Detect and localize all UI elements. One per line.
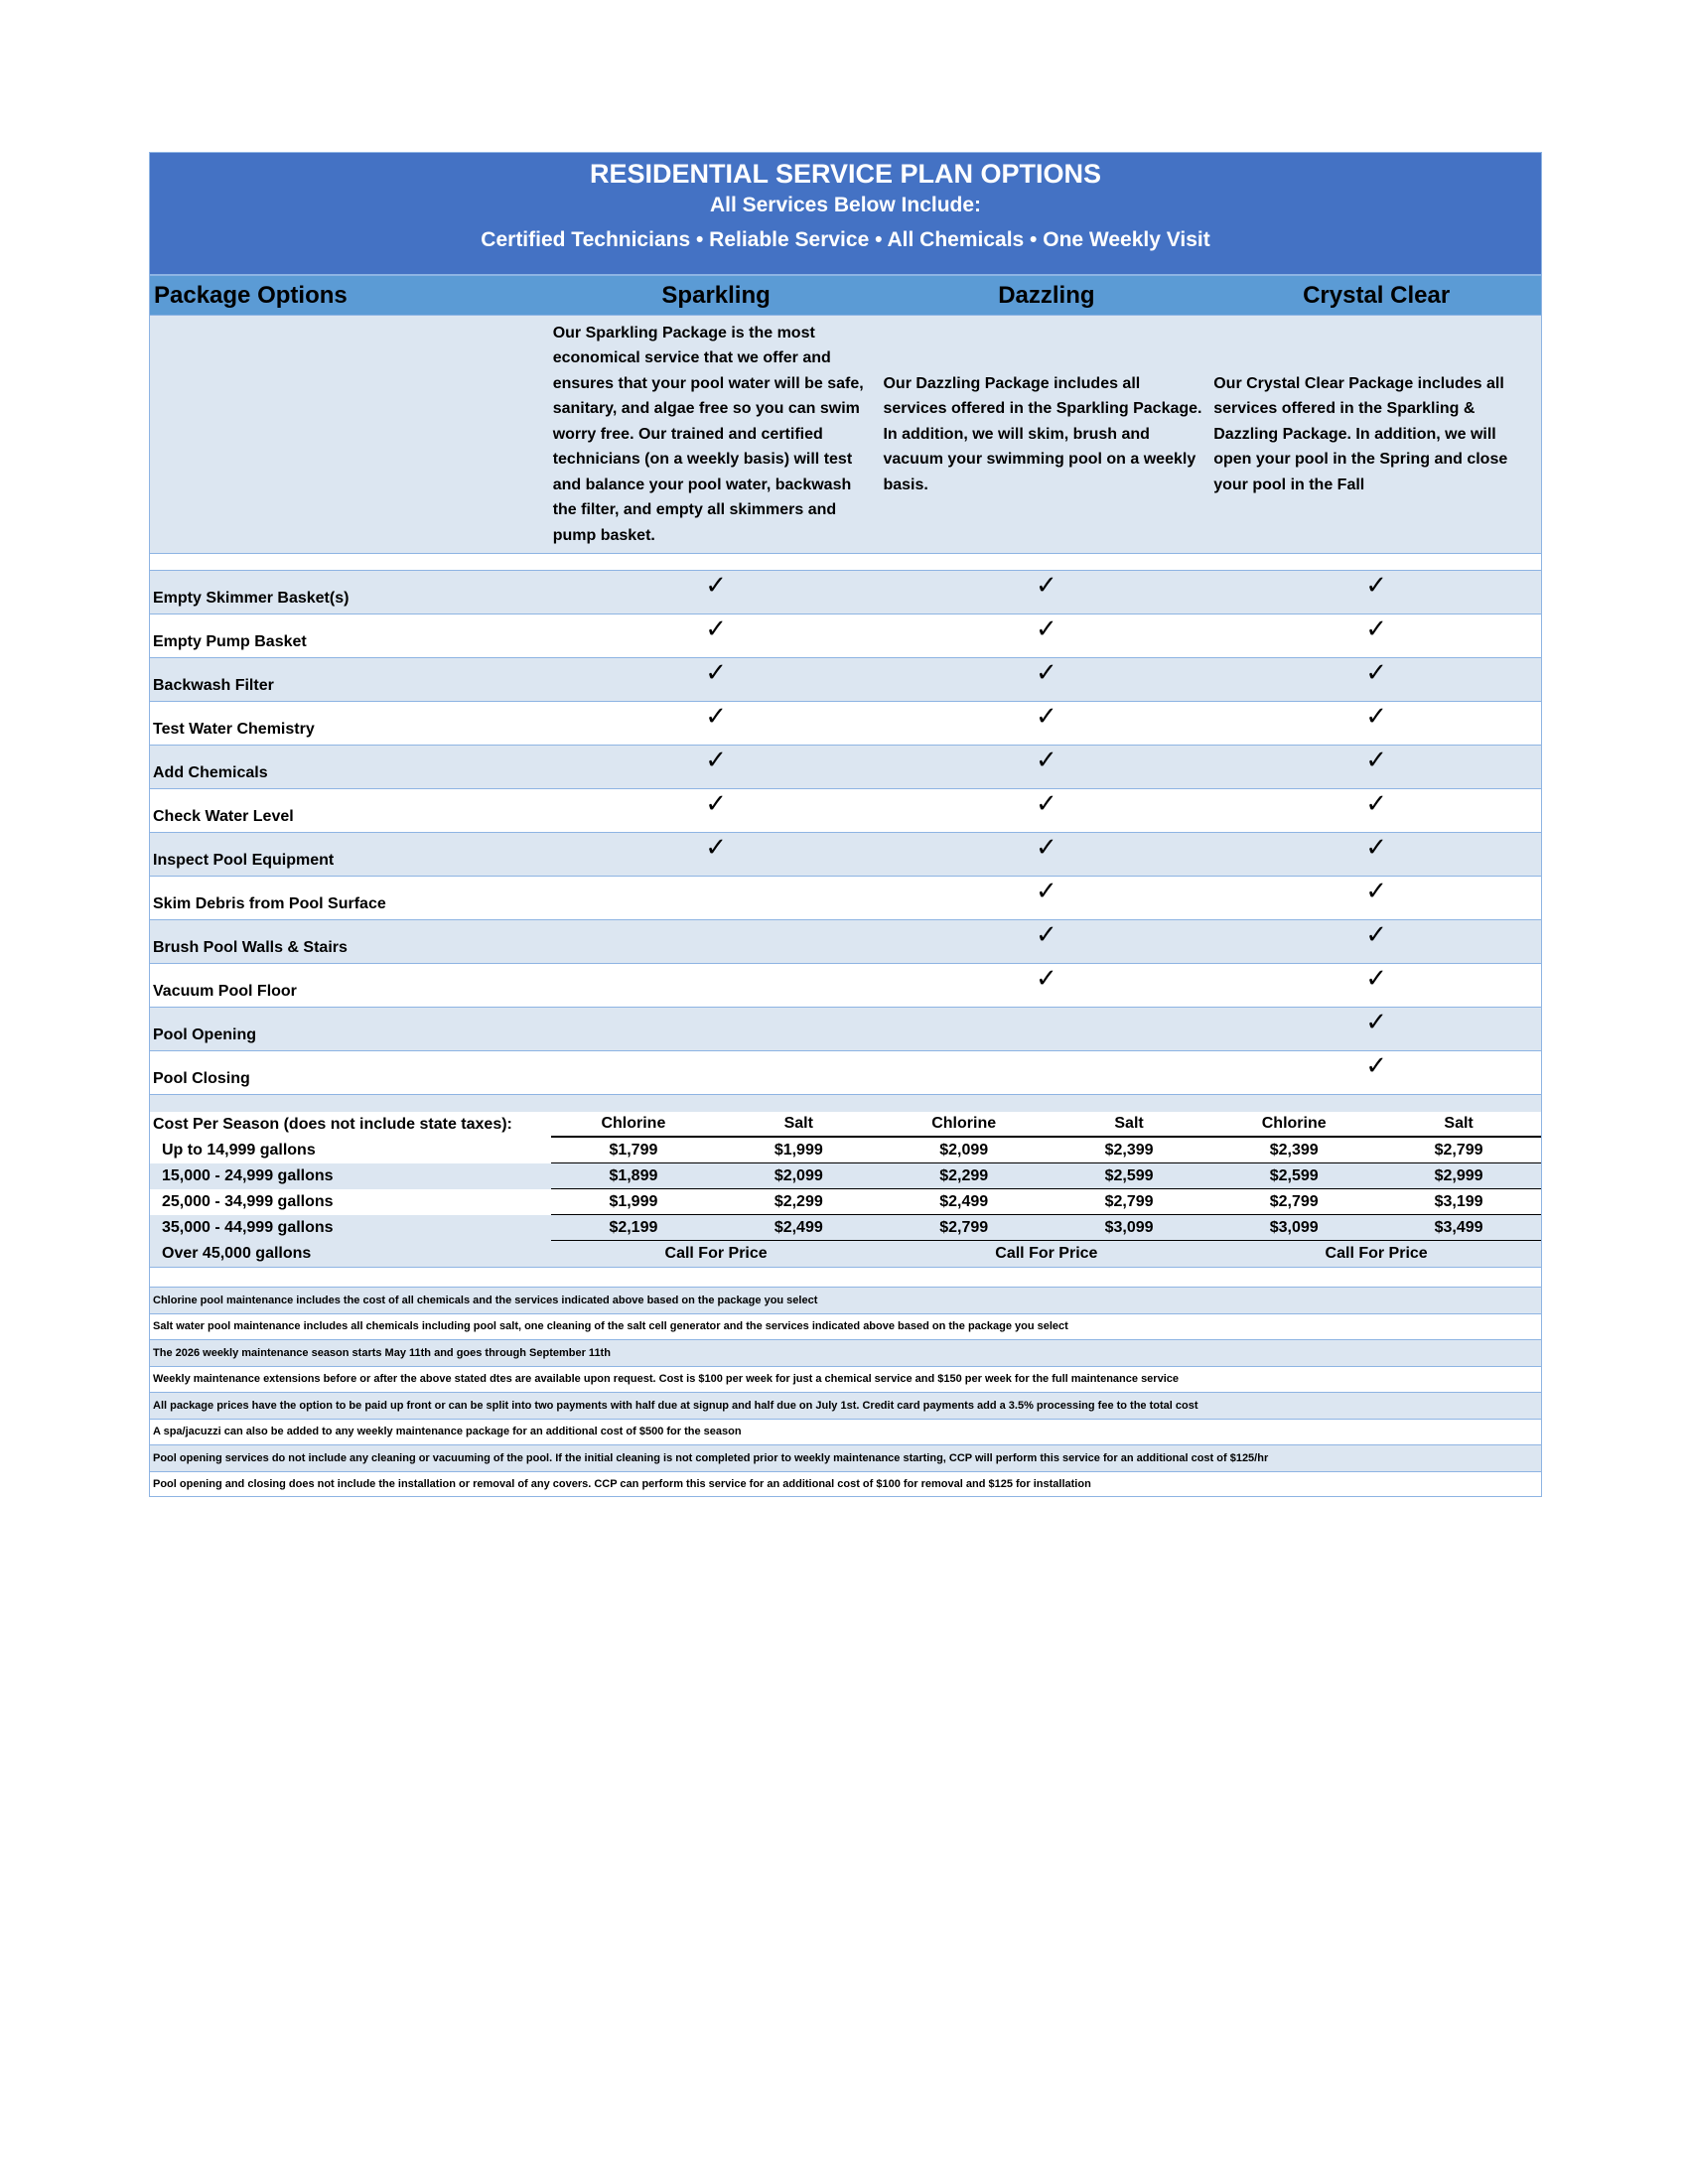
- chlorine-price: $2,299: [939, 1166, 989, 1184]
- checkmark-icon: ✓: [1035, 964, 1057, 994]
- package-description-crystal-clear: Our Crystal Clear Package includes all services offered in the Sparkling & Dazzling Package. In addition, we will open your pool in the Spring and close your pool in the Fall: [1213, 374, 1508, 493]
- service-cell-sparkling: [551, 964, 882, 1007]
- call-for-price: Call For Price: [664, 1245, 768, 1262]
- service-label: Skim Debris from Pool Surface: [153, 895, 386, 912]
- checkmark-icon: ✓: [1365, 920, 1388, 950]
- note-row: Salt water pool maintenance includes all chemicals including pool salt, one cleaning of the salt cell generator and the services indicated above based on the package you select: [149, 1313, 1542, 1340]
- price-cell-sparkling: [551, 1215, 882, 1241]
- salt-price: $2,799: [1434, 1141, 1483, 1159]
- page-title: RESIDENTIAL SERVICE PLAN OPTIONS: [589, 159, 1102, 189]
- price-cell-dazzling: [881, 1215, 1211, 1241]
- service-cell-dazzling: [881, 1051, 1211, 1094]
- service-row: [149, 614, 1542, 657]
- checkmark-icon: ✓: [1035, 658, 1057, 688]
- checkmark-icon: ✓: [705, 614, 727, 644]
- price-row-over: [149, 1241, 1542, 1267]
- salt-price: $2,599: [1104, 1166, 1154, 1184]
- service-cell-crystal-clear: [1211, 833, 1541, 876]
- service-cell-crystal-clear: [1211, 658, 1541, 701]
- pricing-header-sparkling: [551, 1112, 882, 1138]
- package-header-row: [149, 275, 1542, 315]
- service-label: Add Chemicals: [153, 764, 268, 781]
- service-cell-dazzling: [881, 920, 1211, 963]
- notes-list: [149, 1287, 1542, 1497]
- service-cell-sparkling: [551, 920, 882, 963]
- price-range-label: Up to 14,999 gallons: [162, 1142, 316, 1159]
- service-row: [149, 570, 1542, 614]
- service-cell-dazzling: [881, 877, 1211, 919]
- package-name-dazzling: Dazzling: [998, 281, 1095, 309]
- salt-header: Salt: [1114, 1115, 1144, 1132]
- checkmark-icon: ✓: [1365, 658, 1388, 688]
- checkmark-icon: ✓: [1365, 964, 1388, 994]
- salt-header: Salt: [783, 1115, 813, 1132]
- salt-price: $2,099: [774, 1166, 823, 1184]
- chlorine-header: Chlorine: [1261, 1115, 1327, 1132]
- package-name-sparkling: Sparkling: [661, 281, 771, 309]
- price-cell-dazzling: [881, 1189, 1211, 1215]
- service-row: [149, 788, 1542, 832]
- service-cell-crystal-clear: [1211, 571, 1541, 614]
- checkmark-icon: ✓: [1365, 571, 1388, 601]
- service-row: [149, 963, 1542, 1007]
- checkmark-icon: ✓: [705, 702, 727, 732]
- price-cell-crystal-clear: [1211, 1138, 1541, 1163]
- service-cell-crystal-clear: [1211, 614, 1541, 657]
- salt-price: $1,999: [774, 1141, 823, 1159]
- service-cell-sparkling: [551, 614, 882, 657]
- checkmark-icon: ✓: [1035, 746, 1057, 775]
- price-cell-crystal-clear: [1211, 1215, 1541, 1241]
- chlorine-price: $3,099: [1269, 1218, 1319, 1236]
- checkmark-icon: ✓: [1365, 1051, 1388, 1081]
- note-row: All package prices have the option to be paid up front or can be split into two payments with half due at signup and half due on July 1st. Credit card payments add a 3.5% processing fee to the total cost: [149, 1392, 1542, 1419]
- service-cell-sparkling: [551, 877, 882, 919]
- service-label: Pool Closing: [153, 1070, 250, 1087]
- checkmark-icon: ✓: [1035, 789, 1057, 819]
- call-for-price: Call For Price: [1325, 1245, 1428, 1262]
- price-cell-sparkling: [551, 1163, 882, 1189]
- note-row: Chlorine pool maintenance includes the cost of all chemicals and the services indicated above based on the package you select: [149, 1287, 1542, 1313]
- salt-price: $2,999: [1434, 1166, 1483, 1184]
- checkmark-icon: ✓: [1365, 877, 1388, 906]
- salt-price: $3,499: [1434, 1218, 1483, 1236]
- service-cell-sparkling: [551, 571, 882, 614]
- header-subtitle: All Services Below Include:: [709, 194, 982, 216]
- chlorine-price: $2,099: [939, 1141, 989, 1159]
- service-label: Check Water Level: [153, 808, 294, 825]
- pricing-header-dazzling: [881, 1112, 1211, 1138]
- spacer-row: [149, 1267, 1542, 1287]
- price-range-label: 35,000 - 44,999 gallons: [162, 1219, 334, 1236]
- note-row: Pool opening services do not include any cleaning or vacuuming of the pool. If the initial cleaning is not completed prior to weekly maintenance starting, CCP will perform this service for an additional cost of $125/hr: [149, 1444, 1542, 1471]
- service-row: [149, 1050, 1542, 1094]
- service-cell-crystal-clear: [1211, 702, 1541, 745]
- service-cell-sparkling: [551, 702, 882, 745]
- service-label: Empty Skimmer Basket(s): [153, 590, 350, 607]
- service-cell-sparkling: [551, 1051, 882, 1094]
- package-description-sparkling: Our Sparkling Package is the most economical service that we offer and ensures that your pool water will be safe, sanitary, and algae free so you can swim worry free. Our trained and certified technicians (on a weekly basis) will test and balance your pool water, backwash the filter, and empty all skimmers and pump basket.: [552, 324, 864, 544]
- checkmark-icon: ✓: [1035, 571, 1057, 601]
- salt-price: $2,499: [774, 1218, 823, 1236]
- price-cell-dazzling: [881, 1138, 1211, 1163]
- package-description-row: [149, 315, 1542, 553]
- pricing-header-row: [149, 1112, 1542, 1138]
- price-cell-crystal-clear: [1211, 1189, 1541, 1215]
- note-row: Weekly maintenance extensions before or after the above stated dtes are available upon request. Cost is $100 per week for just a chemical service and $150 per week for the full maintenance service: [149, 1366, 1542, 1393]
- price-range-label: 25,000 - 34,999 gallons: [162, 1193, 334, 1210]
- chlorine-price: $2,499: [939, 1192, 989, 1210]
- salt-header: Salt: [1444, 1115, 1474, 1132]
- price-row: [149, 1138, 1542, 1163]
- checkmark-icon: ✓: [705, 658, 727, 688]
- service-cell-dazzling: [881, 702, 1211, 745]
- service-label: Backwash Filter: [153, 677, 274, 694]
- checkmark-icon: ✓: [1035, 877, 1057, 906]
- service-cell-crystal-clear: [1211, 746, 1541, 788]
- service-cell-crystal-clear: [1211, 1051, 1541, 1094]
- service-cell-crystal-clear: [1211, 964, 1541, 1007]
- chlorine-price: $1,999: [609, 1192, 658, 1210]
- service-cell-dazzling: [881, 746, 1211, 788]
- service-cell-sparkling: [551, 833, 882, 876]
- note-row: The 2026 weekly maintenance season starts May 11th and goes through September 11th: [149, 1339, 1542, 1366]
- services-table: [149, 570, 1542, 1094]
- service-row: [149, 876, 1542, 919]
- service-cell-dazzling: [881, 833, 1211, 876]
- chlorine-price: $2,799: [1269, 1192, 1319, 1210]
- checkmark-icon: ✓: [1035, 833, 1057, 863]
- checkmark-icon: ✓: [1035, 702, 1057, 732]
- checkmark-icon: ✓: [1365, 789, 1388, 819]
- salt-price: $2,399: [1104, 1141, 1154, 1159]
- checkmark-icon: ✓: [705, 571, 727, 601]
- spacer-row: [149, 1094, 1542, 1112]
- service-row: [149, 745, 1542, 788]
- salt-price: $2,299: [774, 1192, 823, 1210]
- pricing-table: [149, 1138, 1542, 1241]
- service-cell-dazzling: [881, 964, 1211, 1007]
- salt-price: $2,799: [1104, 1192, 1154, 1210]
- service-plan-sheet: [149, 152, 1542, 1497]
- service-cell-dazzling: [881, 789, 1211, 832]
- price-cell: [551, 1241, 882, 1267]
- service-cell-crystal-clear: [1211, 1008, 1541, 1050]
- price-cell-sparkling: [551, 1189, 882, 1215]
- service-label: Inspect Pool Equipment: [153, 852, 335, 869]
- note-row: A spa/jacuzzi can also be added to any weekly maintenance package for an additional cost of $500 for the season: [149, 1419, 1542, 1445]
- service-cell-dazzling: [881, 571, 1211, 614]
- price-row: [149, 1189, 1542, 1215]
- price-cell-dazzling: [881, 1163, 1211, 1189]
- note-row: Pool opening and closing does not include the installation or removal of any covers. CCP can perform this service for an additional cost of $100 for removal and $125 for installation: [149, 1471, 1542, 1498]
- plan-header: [149, 152, 1542, 275]
- package-name-crystal-clear: Crystal Clear: [1303, 281, 1451, 309]
- chlorine-price: $1,799: [609, 1141, 658, 1159]
- chlorine-price: $1,899: [609, 1166, 658, 1184]
- price-cell: [1211, 1241, 1541, 1267]
- call-for-price: Call For Price: [995, 1245, 1098, 1262]
- pricing-header-crystal-clear: [1211, 1112, 1541, 1138]
- chlorine-price: $2,199: [609, 1218, 658, 1236]
- service-cell-sparkling: [551, 658, 882, 701]
- checkmark-icon: ✓: [1035, 920, 1057, 950]
- service-cell-sparkling: [551, 1008, 882, 1050]
- checkmark-icon: ✓: [705, 746, 727, 775]
- checkmark-icon: ✓: [1365, 1008, 1388, 1037]
- chlorine-price: $2,399: [1269, 1141, 1319, 1159]
- service-cell-sparkling: [551, 746, 882, 788]
- service-cell-crystal-clear: [1211, 789, 1541, 832]
- price-row: [149, 1163, 1542, 1189]
- price-row: [149, 1215, 1542, 1241]
- checkmark-icon: ✓: [705, 833, 727, 863]
- price-cell-crystal-clear: [1211, 1163, 1541, 1189]
- checkmark-icon: ✓: [1365, 833, 1388, 863]
- service-label: Pool Opening: [153, 1026, 256, 1043]
- chlorine-header: Chlorine: [601, 1115, 666, 1132]
- package-options-label: Package Options: [154, 281, 348, 309]
- service-row: [149, 832, 1542, 876]
- service-cell-dazzling: [881, 658, 1211, 701]
- service-row: [149, 701, 1542, 745]
- service-row: [149, 657, 1542, 701]
- service-row: [149, 1007, 1542, 1050]
- service-label: Brush Pool Walls & Stairs: [153, 939, 348, 956]
- service-row: [149, 919, 1542, 963]
- price-cell-sparkling: [551, 1138, 882, 1163]
- checkmark-icon: ✓: [1365, 614, 1388, 644]
- service-label: Empty Pump Basket: [153, 633, 307, 650]
- chlorine-price: $2,799: [939, 1218, 989, 1236]
- price-range-label: 15,000 - 24,999 gallons: [162, 1167, 334, 1184]
- service-cell-dazzling: [881, 614, 1211, 657]
- checkmark-icon: ✓: [1365, 702, 1388, 732]
- checkmark-icon: ✓: [1365, 746, 1388, 775]
- service-cell-crystal-clear: [1211, 877, 1541, 919]
- pricing-label: Cost Per Season (does not include state taxes):: [153, 1116, 512, 1133]
- service-label: Test Water Chemistry: [153, 721, 315, 738]
- header-features: Certified Technicians • Reliable Service • All Chemicals • One Weekly Visit: [481, 228, 1210, 251]
- spacer-row: [149, 553, 1542, 570]
- service-cell-crystal-clear: [1211, 920, 1541, 963]
- checkmark-icon: ✓: [705, 789, 727, 819]
- chlorine-header: Chlorine: [931, 1115, 997, 1132]
- price-cell: [881, 1241, 1211, 1267]
- salt-price: $3,199: [1434, 1192, 1483, 1210]
- service-cell-dazzling: [881, 1008, 1211, 1050]
- checkmark-icon: ✓: [1035, 614, 1057, 644]
- service-label: Vacuum Pool Floor: [153, 983, 297, 1000]
- service-cell-sparkling: [551, 789, 882, 832]
- package-description-dazzling: Our Dazzling Package includes all services offered in the Sparkling Package. In addition, we will skim, brush and vacuum your swimming pool on a weekly basis.: [883, 374, 1202, 493]
- salt-price: $3,099: [1104, 1218, 1154, 1236]
- price-range-label: Over 45,000 gallons: [162, 1245, 312, 1262]
- chlorine-price: $2,599: [1269, 1166, 1319, 1184]
